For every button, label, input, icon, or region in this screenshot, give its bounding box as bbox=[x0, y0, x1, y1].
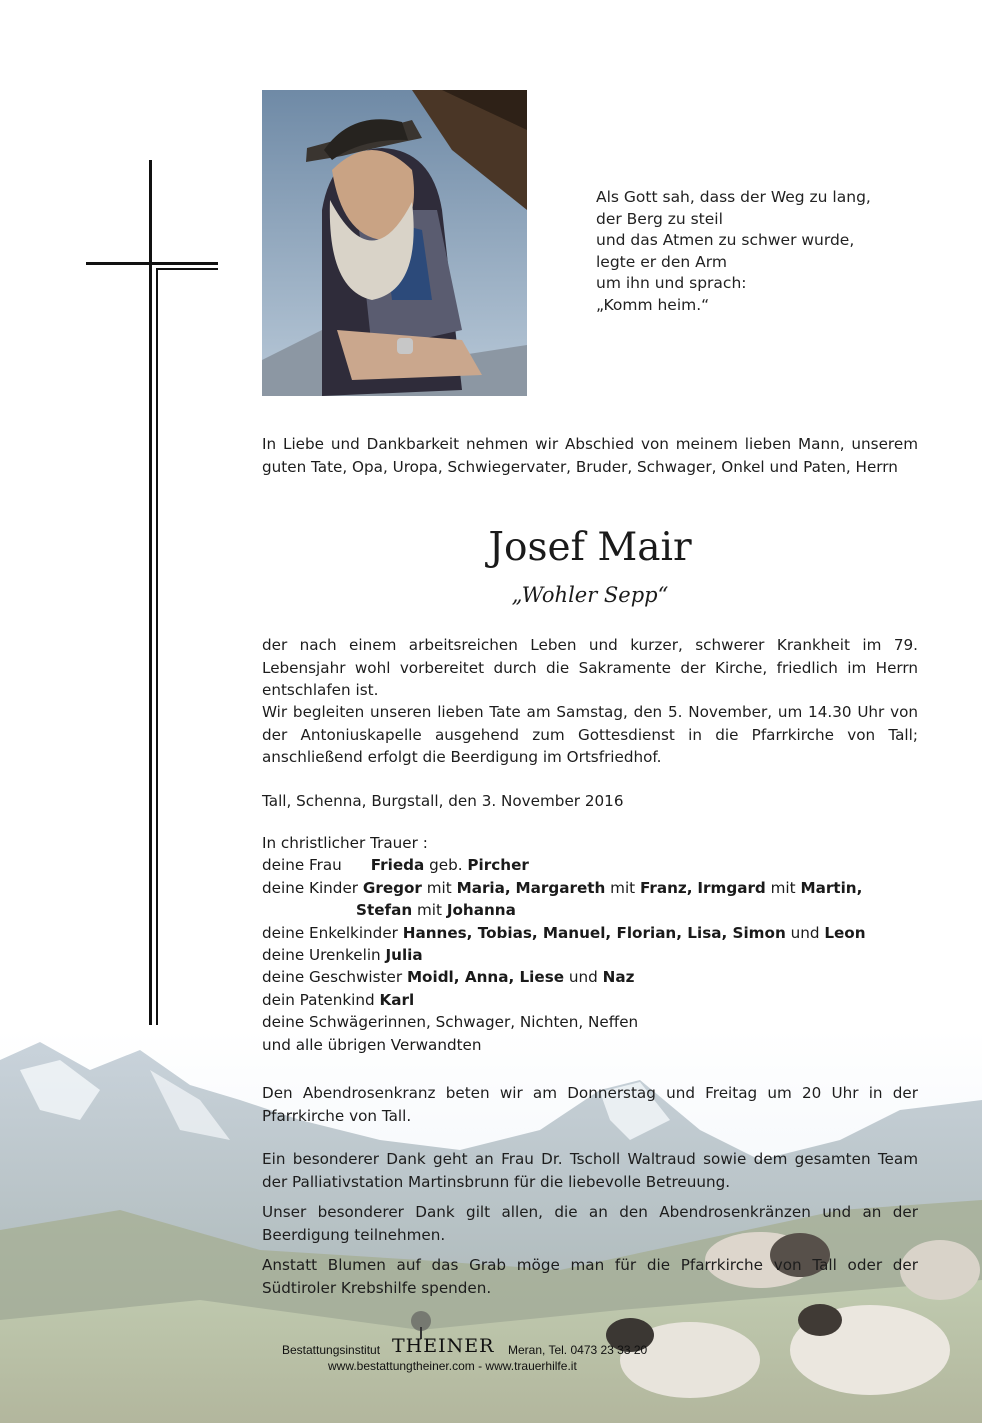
mourner-row: deine Frau Frieda geb. Pircher bbox=[262, 856, 529, 875]
cross-icon bbox=[149, 160, 152, 1025]
poem bbox=[596, 187, 916, 317]
mourner-row: deine Geschwister Moidl, Anna, Liese und Naz bbox=[262, 968, 635, 987]
cross-beam-inner bbox=[156, 268, 218, 270]
deceased-nickname: „Wohler Sepp“ bbox=[511, 583, 669, 607]
footer-contact: Meran, Tel. 0473 23 33 20 bbox=[508, 1343, 648, 1357]
mourner-row: deine Enkelkinder Hannes, Tobias, Manuel, Florian, Lisa, Simon und Leon bbox=[262, 923, 866, 942]
funeral-text: Wir begleiten unseren lieben Tate am Samstag, den 5. November, um 14.30 Uhr von der Antoniuskapelle ausgehend zum Gottesdienst in die Pfarrkirche von Tall; anschließend erfolgt die Beerdigung im Ortsfriedhof. bbox=[262, 703, 918, 766]
poem-line: der Berg zu steil bbox=[596, 209, 723, 228]
mourner-row: und alle übrigen Verwandten bbox=[262, 1035, 482, 1054]
thanks-text-2: Unser besonderer Dank gilt allen, die an den Abendrosenkränzen und an der Beerdigung teilnehmen. bbox=[262, 1203, 918, 1244]
mourner-row: dein Patenkind Karl bbox=[262, 990, 415, 1009]
rosary-text: Den Abendrosenkranz beten wir am Donnerstag und Freitag um 20 Uhr in der Pfarrkirche von Tall. bbox=[262, 1084, 918, 1125]
poem-line: legte er den Arm bbox=[596, 252, 727, 271]
mourners-list bbox=[262, 832, 922, 1056]
footer-institute: Bestattungsinstitut bbox=[282, 1343, 381, 1357]
cross-beam bbox=[86, 262, 218, 265]
mourners-heading: In christlicher Trauer : bbox=[262, 834, 428, 852]
mourner-row: deine Schwägerinnen, Schwager, Nichten, Neffen bbox=[262, 1013, 639, 1032]
poem-line: „Komm heim.“ bbox=[596, 295, 710, 314]
poem-line: und das Atmen zu schwer wurde, bbox=[596, 231, 855, 250]
portrait-photo bbox=[262, 90, 527, 396]
mourner-row: deine Kinder Gregor mit Maria, Margareth mit Franz, Irmgard mit Martin, bbox=[262, 878, 863, 897]
flowers-text: Anstatt Blumen auf das Grab möge man für die Pfarrkirche von Tall oder der Südtiroler Krebshilfe spenden. bbox=[262, 1256, 918, 1297]
death-text: der nach einem arbeitsreichen Leben und kurzer, schwerer Krankheit im 79. Lebensjahr wohl vorbereitet durch die Sakramente der Kirche, friedlich im Herrn entschlafen ist. bbox=[262, 636, 918, 699]
mourner-row: Stefan mit Johanna bbox=[356, 901, 516, 920]
cross-inner-line bbox=[156, 268, 158, 1025]
footer-logo: THEINER bbox=[392, 1335, 495, 1357]
poem-line: Als Gott sah, dass der Weg zu lang, bbox=[596, 188, 871, 206]
footer-websites[interactable]: www.bestattungtheiner.com - www.trauerhilfe.it bbox=[328, 1359, 577, 1373]
mourner-row: deine Urenkelin Julia bbox=[262, 946, 423, 965]
poem-line: um ihn und sprach: bbox=[596, 274, 747, 293]
place-date: Tall, Schenna, Burgstall, den 3. November 2016 bbox=[262, 792, 624, 810]
deceased-name: Josef Mair bbox=[488, 525, 692, 570]
intro-text: In Liebe und Dankbarkeit nehmen wir Abschied von meinem lieben Mann, unserem guten Tate, Opa, Uropa, Schwiegervater, Bruder, Schwager, Onkel und Paten, Herrn bbox=[262, 435, 918, 476]
thanks-text-1: Ein besonderer Dank geht an Frau Dr. Tscholl Waltraud sowie dem gesamten Team der Palliativstation Martinsbrunn für die liebevolle Betreuung. bbox=[262, 1150, 918, 1191]
